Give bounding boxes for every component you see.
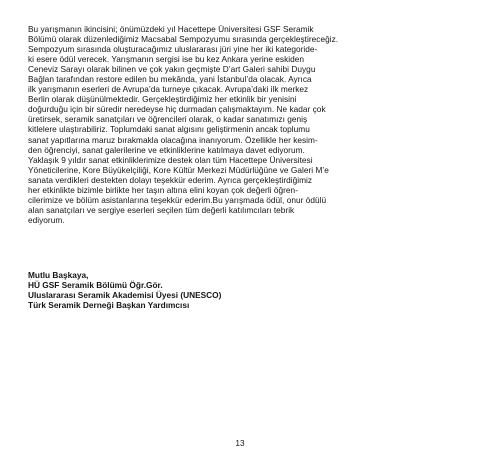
signature-role: Türk Seramik Derneği Başkan Yardımcısı [28, 300, 190, 311]
paragraph-line: kitlelere ulaştırabiliriz. Toplumdaki sanat algısını geliştirmenin ancak toplumu [28, 124, 310, 135]
paragraph-line: ediyorum. [28, 214, 65, 225]
paragraph-line: alan sanatçıları ve sergiye eserleri seçilen tüm değerli katılımcıları tebrik [28, 204, 295, 215]
page-number: 13 [235, 438, 245, 448]
paragraph-line: Bağlan tarafından restore edilen bu mekânda, yani İstanbul’da olacak. Ayrıca [28, 74, 312, 85]
signature-title: HÜ GSF Seramik Bölümü Öğr.Gör. [28, 280, 163, 291]
paragraph-line: sanat yapıtlarına maruz bırakmakla olacağına inanıyorum. Özellikle her kesim- [28, 134, 318, 145]
signature-name: Mutlu Başkaya, [28, 270, 89, 280]
paragraph-line: Ceneviz Sarayı olarak bilinen ve çok yakın geçmişte D’art Galeri sahibi Duygu [28, 64, 316, 75]
signature-block [28, 270, 328, 310]
paragraph-line: Bölümü olarak düzenlediğimiz Macsabal Sempozyumu sırasında gerçekleştireceğiz. [28, 34, 339, 45]
paragraph-line: den öğrenciyi, sanat galerilerine ve etkinliklerine katılmaya davet ediyorum. [28, 144, 305, 155]
paragraph-line: Bu yarışmanın ikincisini; önümüzdeki yıl Hacettepe Üniversitesi GSF Seramik [28, 24, 314, 34]
paragraph-line: sanata verdikleri destekten dolayı teşekkür ederim. Ayrıca gerçekleştirdiğimiz [28, 174, 313, 185]
paragraph-line: Yöneticilerine, Kore Büyükelçiliği, Kore Kültür Merkezi Müdürlüğüne ve Galeri M’e [28, 164, 329, 175]
paragraph-line: Yaklaşık 9 yıldır sanat etkinliklerimize destek olan tüm Hacettepe Üniversitesi [28, 154, 313, 165]
signature-affiliation: Uluslararası Seramik Akademisi Üyesi (UNESCO) [28, 290, 222, 301]
paragraph-line: Sempozyum sırasında oluşturacağımız uluslararası jüri yine her iki kategoride- [28, 44, 318, 55]
paragraph-line: ki esere ödül verecek. Yarışmanın sergisi ise bu kez Ankara yerine eskiden [28, 54, 305, 65]
body-paragraph [28, 24, 452, 225]
paragraph-line: üretirsek, seramik sanatçıları ve öğrencileri olarak, o kadar sanatımızı geniş [28, 114, 308, 125]
paragraph-line: Berlin olarak düşünülmektedir. Gerçekleştirdiğimiz her etkinlik bir yenisini [28, 94, 297, 105]
paragraph-line: her etkinlikte bizimle birlikte her taşın altına elini koyan çok değerli öğren- [28, 184, 298, 195]
paragraph-line: cilerimize ve bölüm asistanlarına teşekkür ederim.Bu yarışmada ödül, onur ödülü [28, 194, 327, 205]
paragraph-line: doğurduğu için bir süredir neredeyse hiç durmadan çalışmaktayım. Ne kadar çok [28, 104, 326, 115]
paragraph-line: ilk yarışmanın eserleri de Avrupa’da turneye çıkacak. Avrupa’daki ilk merkez [28, 84, 309, 95]
